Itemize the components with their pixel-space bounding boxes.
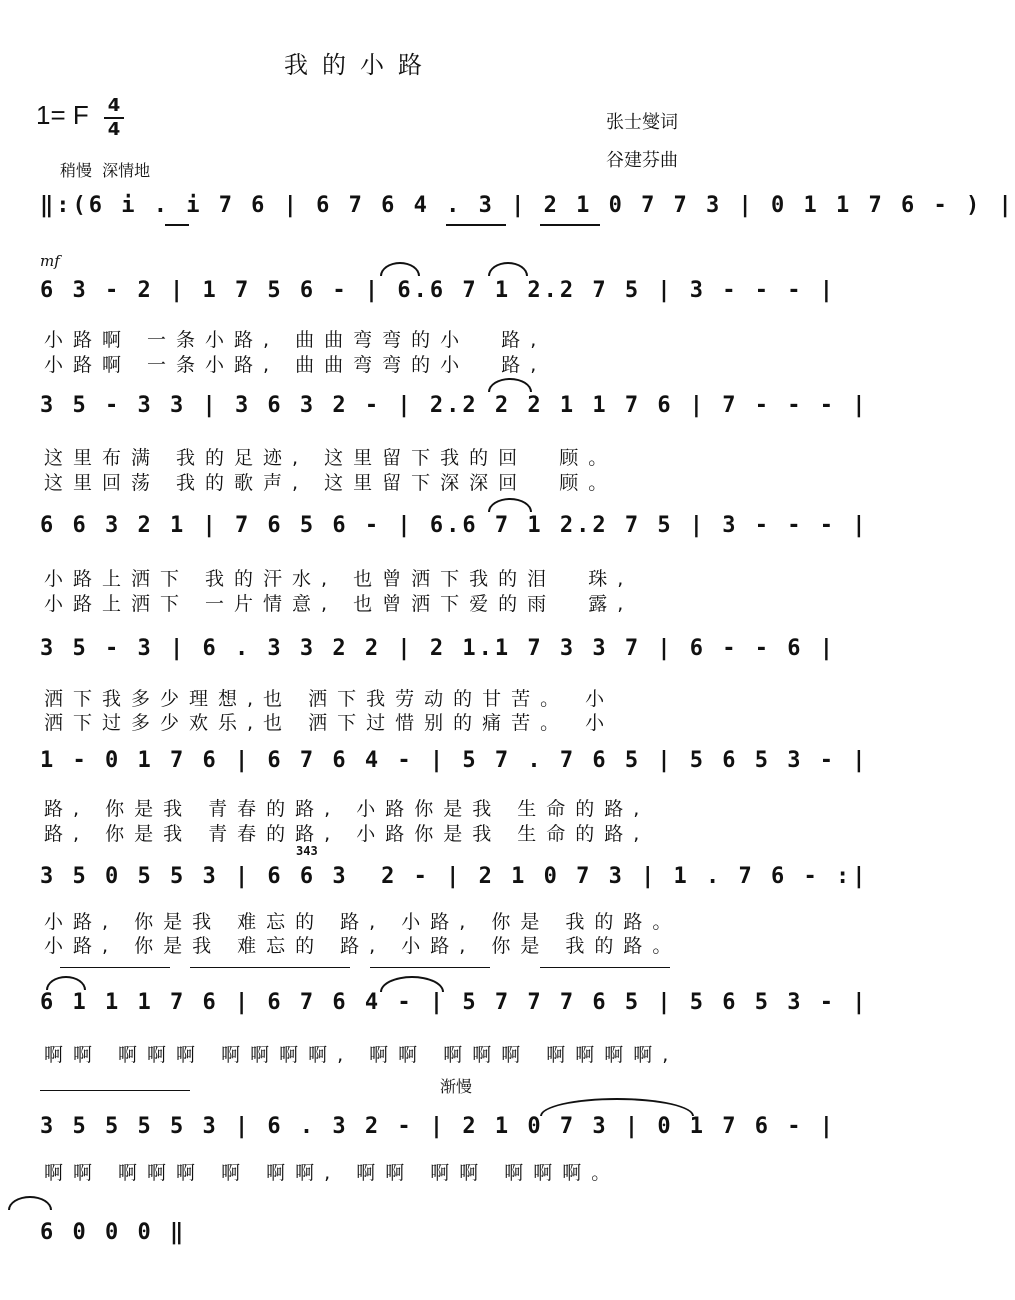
slur bbox=[380, 262, 420, 276]
system-7-notes: 3 5 0 5 5 3 | 6 6 3 2 - | 2 1 0 7 3 | 1 . 7 6 - :| bbox=[40, 864, 869, 889]
system-2-lyric-verse-1: 小路啊 一条小路, 曲曲弯弯的小 路, bbox=[44, 329, 547, 351]
system-9-notes: 3 5 5 5 5 3 | 6 . 3 2 - | 2 1 0 7 3 | 0 1 7 6 - | bbox=[40, 1114, 837, 1139]
system-10-notes: 6 0 0 0 ‖ bbox=[40, 1220, 187, 1245]
song-title: 我的小路 bbox=[284, 51, 436, 79]
slur bbox=[46, 976, 86, 990]
underline-beam bbox=[446, 224, 506, 226]
lyricist-credit: 张士燮词 bbox=[606, 112, 678, 133]
system-7-grace-notes: 343 bbox=[296, 844, 318, 858]
system-2-lyric-verse-2: 小路啊 一条小路, 曲曲弯弯的小 路, bbox=[44, 354, 547, 376]
system-3-lyric-verse-2: 这里回荡 我的歌声, 这里留下深深回 顾。 bbox=[44, 472, 618, 494]
slur bbox=[380, 976, 444, 992]
key-signature: 1= F bbox=[36, 100, 89, 130]
hairpin bbox=[40, 1090, 190, 1091]
system-5-notes: 3 5 - 3 | 6 . 3 3 2 2 | 2 1.1 7 3 3 7 | 6 - - 6 | bbox=[40, 636, 837, 661]
tempo-marking: 稍慢 深情地 bbox=[60, 161, 151, 180]
system-9-tempo-mark: 渐慢 bbox=[440, 1077, 473, 1096]
underline-beam bbox=[540, 224, 600, 226]
system-5-lyric-verse-1: 洒下我多少理想,也 洒下我劳动的甘苦。 小 bbox=[44, 688, 615, 710]
time-denominator: 4 bbox=[107, 119, 121, 140]
system-7-lyric-verse-2: 小路, 你是我 难忘的 路, 小路, 你是 我的路。 bbox=[44, 935, 682, 957]
composer-credit: 谷建芬曲 bbox=[606, 150, 678, 171]
slur bbox=[540, 1098, 694, 1116]
system-6-notes: 1 - 0 1 7 6 | 6 7 6 4 - | 5 7 . 7 6 5 | 5 6 5 3 - | bbox=[40, 748, 869, 773]
slur bbox=[8, 1196, 52, 1210]
hairpin bbox=[190, 967, 350, 968]
system-5-lyric-verse-2: 洒下过多少欢乐,也 洒下过惜别的痛苦。 小 bbox=[44, 712, 615, 734]
time-signature bbox=[104, 96, 124, 140]
system-3-lyric-verse-1: 这里布满 我的足迹, 这里留下我的回 顾。 bbox=[44, 447, 618, 469]
system-6-lyric-verse-1: 路, 你是我 青春的路, 小路你是我 生命的路, bbox=[44, 798, 650, 820]
slur bbox=[488, 378, 532, 392]
time-numerator: 4 bbox=[107, 95, 121, 116]
hairpin bbox=[60, 967, 170, 968]
underline-beam bbox=[165, 224, 189, 226]
slur bbox=[488, 498, 532, 512]
system-9-lyric: 啊啊 啊啊啊 啊 啊啊, 啊啊 啊啊 啊啊啊。 bbox=[44, 1162, 621, 1184]
system-2-dynamic: mf bbox=[40, 252, 60, 270]
slur bbox=[488, 262, 528, 276]
system-4-lyric-verse-2: 小路上洒下 一片情意, 也曾洒下爱的雨 露, bbox=[44, 593, 634, 615]
system-4-lyric-verse-1: 小路上洒下 我的汗水, 也曾洒下我的泪 珠, bbox=[44, 568, 634, 590]
system-1-notes: ‖:(6 i . i 7 6 | 6 7 6 4 . 3 | 2 1 0 7 7 3 | 0 1 1 7 6 - ) | bbox=[40, 193, 1015, 218]
system-7-lyric-verse-1: 小路, 你是我 难忘的 路, 小路, 你是 我的路。 bbox=[44, 911, 682, 933]
system-2-notes: 6 3 - 2 | 1 7 5 6 - | 6.6 7 1 2.2 7 5 | 3 - - - | bbox=[40, 278, 837, 303]
system-4-notes: 6 6 3 2 1 | 7 6 5 6 - | 6.6 7 1 2.2 7 5 | 3 - - - | bbox=[40, 513, 869, 538]
system-8-lyric: 啊啊 啊啊啊 啊啊啊啊, 啊啊 啊啊啊 啊啊啊啊, bbox=[44, 1044, 679, 1066]
hairpin bbox=[540, 967, 670, 968]
hairpin bbox=[370, 967, 490, 968]
system-3-notes: 3 5 - 3 3 | 3 6 3 2 - | 2.2 2 2 1 1 7 6 | 7 - - - | bbox=[40, 393, 869, 418]
system-8-notes: 6 1 1 1 7 6 | 6 7 6 4 - | 5 7 7 7 6 5 | 5 6 5 3 - | bbox=[40, 990, 869, 1015]
system-6-lyric-verse-2: 路, 你是我 青春的路, 小路你是我 生命的路, bbox=[44, 823, 650, 845]
